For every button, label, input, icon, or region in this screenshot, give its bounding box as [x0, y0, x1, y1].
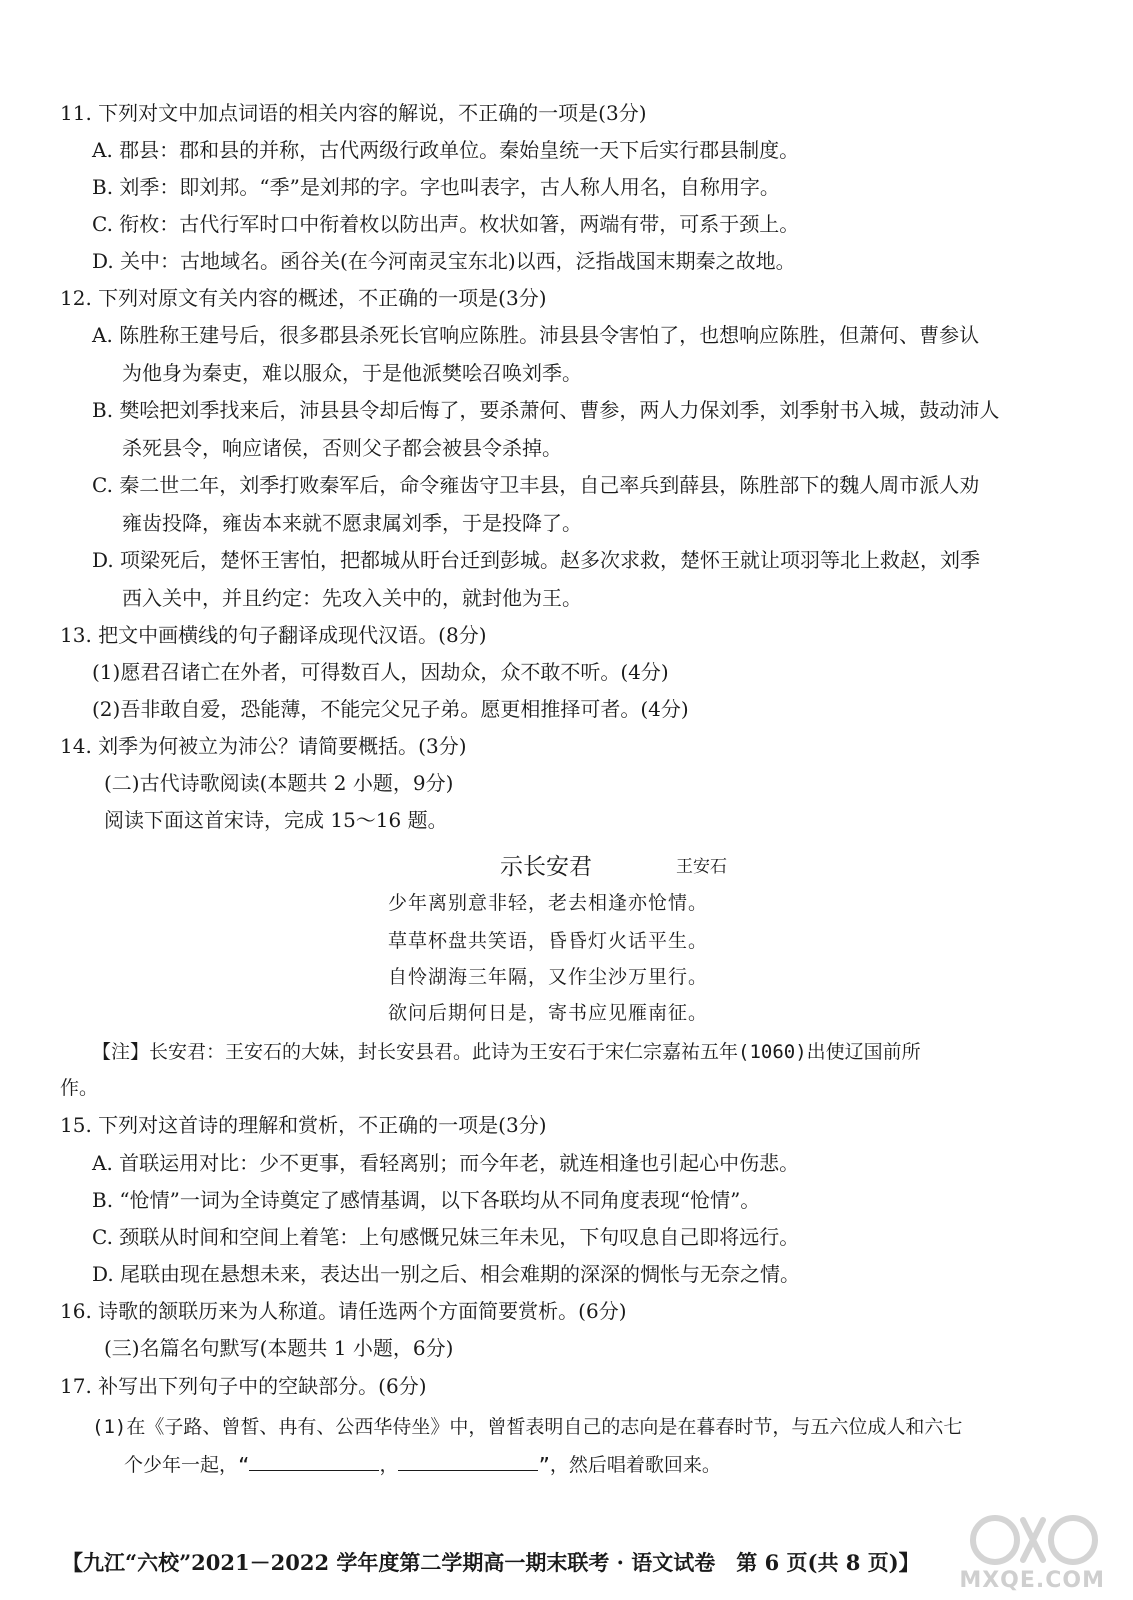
- watermark-text: MXQE.COM: [959, 1568, 1105, 1593]
- q13-stem: 13. 把文中画横线的句子翻译成现代汉语。(8分): [60, 623, 487, 647]
- answer-blank-2[interactable]: [398, 1452, 538, 1471]
- q15-option-c: C. 颈联从时间和空间上着笔：上句感慨兄妹三年未见，下句叹息自己即将远行。: [92, 1225, 800, 1249]
- q12-option-c-line1: C. 秦二世二年，刘季打败秦军后，命令雍齿守卫丰县，自己率兵到薛县，陈胜部下的魏人周市派人劝: [92, 473, 980, 497]
- q12-option-a-line2: 为他身为秦吏，难以服众，于是他派樊哙召唤刘季。: [122, 361, 582, 385]
- q17-sentence-1-line1: (1)在《子路、曾皙、冉有、公西华侍坐》中，曾皙表明自己的志向是在暮春时节，与五六位成人和六七: [92, 1416, 963, 1438]
- q15-option-a: A. 首联运用对比：少不更事，看轻离别；而今年老，就连相逢也引起心中伤悲。: [92, 1151, 800, 1175]
- q11-option-b: B. 刘季：即刘邦。“季”是刘邦的字。字也叫表字，古人称人用名，自称用字。: [92, 175, 780, 199]
- section-3-heading: (三)名篇名句默写(本题共 1 小题，6分): [104, 1336, 454, 1360]
- q16-stem: 16. 诗歌的颔联历来为人称道。请任选两个方面简要赏析。(6分): [60, 1299, 627, 1323]
- q11-stem: 11. 下列对文中加点词语的相关内容的解说，不正确的一项是(3分): [60, 101, 647, 125]
- poem-note-line1: 【注】长安君：王安石的大妹，封长安县君。此诗为王安石于宋仁宗嘉祐五年(1060)出使辽国前所: [92, 1041, 921, 1063]
- q12-option-b-line2: 杀死县令，响应诸侯，否则父子都会被县令杀掉。: [122, 436, 562, 460]
- q14-stem: 14. 刘季为何被立为沛公？请简要概括。(3分): [60, 734, 467, 758]
- q17-comma: ，: [379, 1454, 399, 1476]
- q12-stem: 12. 下列对原文有关内容的概述，不正确的一项是(3分): [60, 286, 547, 310]
- q13-sentence-2: (2)吾非敢自爱，恐能薄，不能完父兄子弟。愿更相推择可者。(4分): [92, 697, 689, 721]
- q13-sentence-1: (1)愿君召诸亡在外者，可得数百人，因劫众，众不敢不听。(4分): [92, 660, 669, 684]
- section-2-heading: (二)古代诗歌阅读(本题共 2 小题，9分): [104, 771, 454, 795]
- poem-line: 少年离别意非轻，老去相逢亦怆情。: [388, 892, 709, 914]
- poem-title: 示长安君: [500, 854, 592, 880]
- q12-option-d-line2: 西入关中，并且约定：先攻入关中的，就封他为王。: [122, 586, 582, 610]
- q15-option-b: B. “怆情”一词为全诗奠定了感情基调，以下各联均从不同角度表现“怆情”。: [92, 1188, 761, 1212]
- poem-author: 王安石: [676, 857, 727, 877]
- q12-option-a-line1: A. 陈胜称王建号后，很多郡县杀死长官响应陈胜。沛县县令害怕了，也想响应陈胜，但萧何、曹参认: [92, 323, 980, 347]
- q11-option-a: A. 郡县：郡和县的并称，古代两级行政单位。秦始皇统一天下后实行郡县制度。: [92, 138, 800, 162]
- q15-option-d: D. 尾联由现在悬想未来，表达出一别之后、相会难期的深深的惆怅与无奈之情。: [92, 1262, 801, 1286]
- q17-suffix: ”，然后唱着歌回来。: [538, 1454, 721, 1476]
- section-2-intro: 阅读下面这首宋诗，完成 15～16 题。: [104, 808, 448, 832]
- q17-stem: 17. 补写出下列句子中的空缺部分。(6分): [60, 1374, 427, 1398]
- q12-option-c-line2: 雍齿投降，雍齿本来就不愿隶属刘季，于是投降了。: [122, 511, 582, 535]
- q12-option-d-line1: D. 项梁死后，楚怀王害怕，把都城从盱台迁到彭城。赵多次求救，楚怀王就让项羽等北上救赵，刘季: [92, 548, 981, 572]
- poem-line: 欲问后期何日是，寄书应见雁南征。: [388, 1002, 709, 1024]
- poem-line: 草草杯盘共笑语，昏昏灯火话平生。: [388, 930, 709, 952]
- poem-note-line2: 作。: [60, 1077, 99, 1099]
- q17-prefix: 个少年一起，“: [124, 1454, 250, 1476]
- q11-option-d: D. 关中：古地域名。函谷关(在今河南灵宝东北)以西，泛指战国末期秦之故地。: [92, 249, 796, 273]
- q15-stem: 15. 下列对这首诗的理解和赏析，不正确的一项是(3分): [60, 1113, 547, 1137]
- q17-sentence-1-line2: [124, 1450, 721, 1477]
- answer-blank-1[interactable]: [249, 1452, 379, 1471]
- q11-option-c: C. 衔枚：古代行军时口中衔着枚以防出声。枚状如箸，两端有带，可系于颈上。: [92, 212, 800, 236]
- page-footer: 【九江“六校”2021－2022 学年度第二学期高一期末联考 · 语文试卷 第 6 页(共 8 页)】: [62, 1550, 920, 1575]
- q12-option-b-line1: B. 樊哙把刘季找来后，沛县县令却后悔了，要杀萧何、曹参，两人力保刘季，刘季射书入城，鼓动沛人: [92, 398, 1000, 422]
- poem-line: 自怜湖海三年隔，又作尘沙万里行。: [388, 966, 709, 988]
